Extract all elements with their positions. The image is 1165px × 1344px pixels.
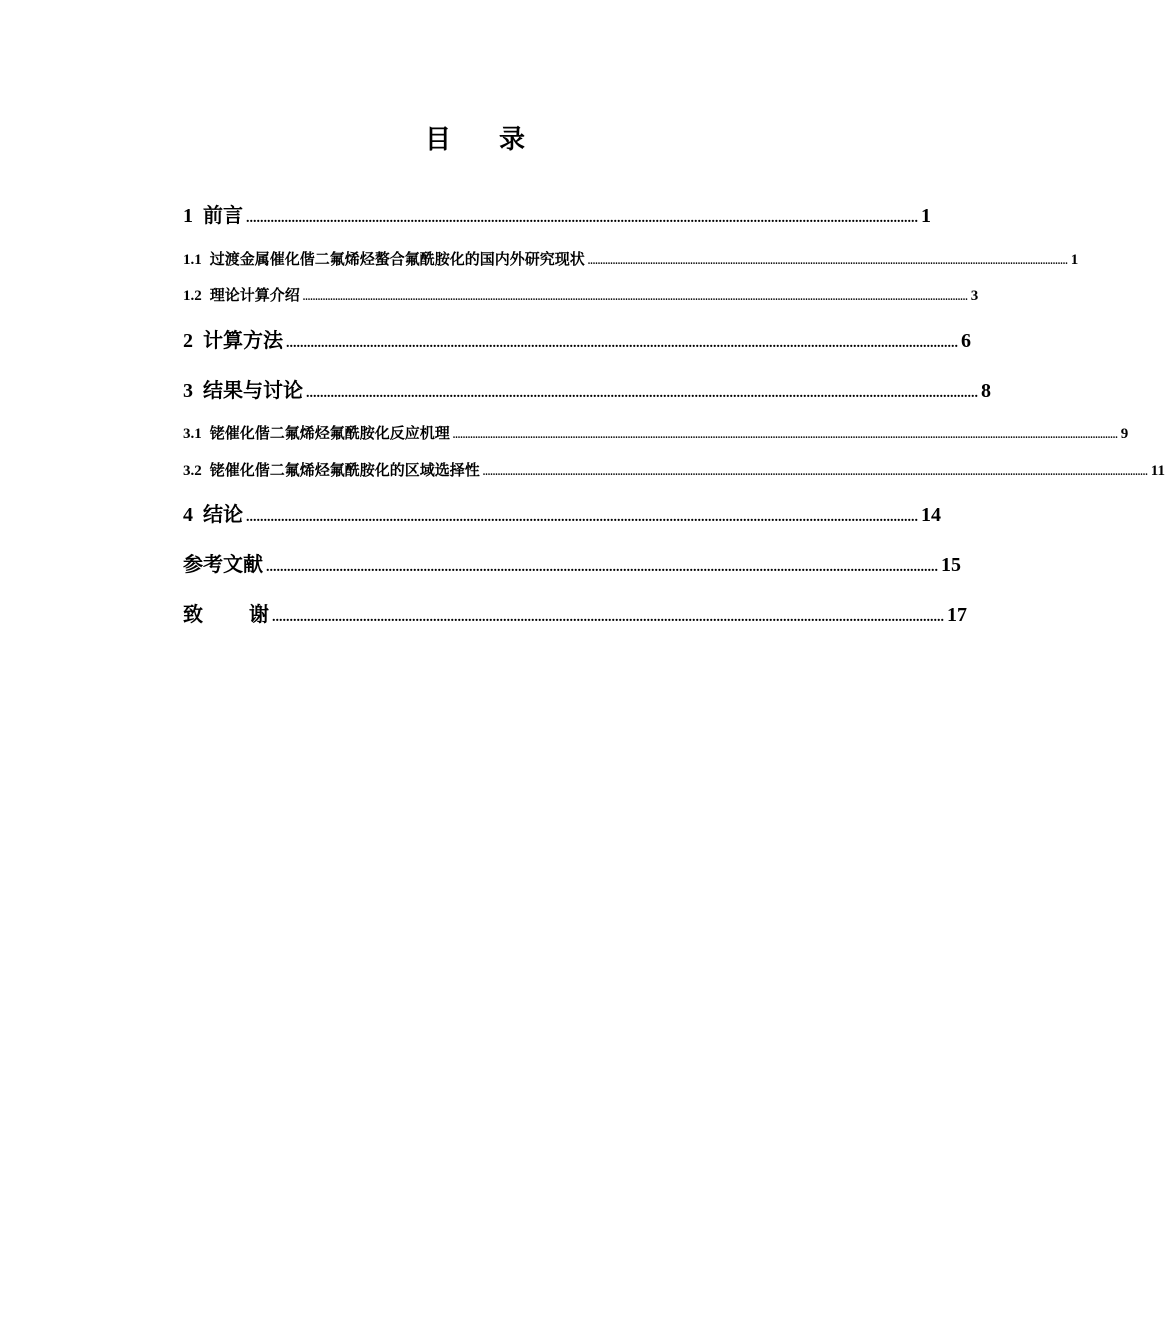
toc-entry-3-1[interactable] — [183, 422, 1129, 447]
toc-entry-1-1[interactable] — [183, 248, 1079, 273]
toc-entry-page: 8 — [981, 380, 991, 402]
toc-entry-label: 铑催化偕二氟烯烃氟酰胺化反应机理 — [209, 424, 450, 442]
toc-entry-number: 3 — [183, 380, 193, 402]
toc-entry-number: 3.1 — [183, 426, 202, 442]
toc-entry-number: 4 — [183, 504, 193, 526]
toc-leader-dots: ................................................................................................................................................................................................ — [286, 336, 958, 351]
toc-leader-dots: .......................................................................................................................................................................................................................................................................... — [452, 430, 1118, 441]
toc-entry-label: 前言 — [203, 203, 243, 227]
toc-leader-dots: .......................................................................................................................................................................................................................................................................... — [482, 467, 1148, 478]
toc-entry-page: 14 — [921, 504, 941, 526]
toc-entry-page: 9 — [1120, 426, 1129, 442]
toc-entry-number: 1 — [183, 205, 193, 227]
toc-entry-number: 1.1 — [183, 252, 202, 268]
toc-entry-label: 结论 — [203, 502, 243, 526]
toc-entry-page: 1 — [1070, 252, 1079, 268]
toc-title — [0, 122, 950, 158]
toc-leader-dots: ................................................................................................................................................................................................ — [246, 510, 918, 525]
toc-entry-label-right: 谢 — [249, 602, 269, 626]
toc-entry-1-2[interactable] — [183, 284, 979, 309]
toc-entry-label: 结果与讨论 — [203, 378, 303, 402]
toc-leader-dots: .......................................................................................................................................................................................................................................................................... — [302, 292, 968, 303]
toc-entry-references[interactable] — [183, 550, 961, 582]
toc-leader-dots: ................................................................................................................................................................................................ — [246, 211, 918, 226]
toc-leader-dots: ................................................................................................................................................................................................ — [306, 386, 978, 401]
toc-leader-dots: ................................................................................................................................................................................................ — [272, 610, 944, 625]
toc-entry-label-left: 致 — [183, 602, 203, 626]
toc-entry-number: 3.2 — [183, 463, 202, 479]
toc-title-left: 目 — [424, 125, 451, 155]
toc-entry-label — [183, 600, 269, 628]
toc-entry-page: 1 — [921, 205, 931, 227]
toc-entry-page: 6 — [961, 330, 971, 352]
toc-entry-acknowledgements[interactable] — [183, 600, 967, 632]
toc-entry-page: 3 — [970, 288, 979, 304]
toc-entry-3[interactable] — [183, 376, 991, 408]
toc-entry-page: 15 — [941, 554, 961, 576]
toc-entry-label: 参考文献 — [183, 552, 263, 576]
toc-entry-label: 过渡金属催化偕二氟烯烃螯合氟酰胺化的国内外研究现状 — [209, 250, 585, 268]
toc-entry-label: 理论计算介绍 — [209, 286, 300, 304]
toc-entry-number: 1.2 — [183, 288, 202, 304]
toc-title-right: 录 — [499, 125, 526, 155]
toc-entry-2[interactable] — [183, 326, 971, 358]
toc-entry-page: 11 — [1150, 463, 1165, 479]
toc-entry-3-2[interactable] — [183, 459, 1165, 484]
toc-entry-label: 计算方法 — [203, 328, 283, 352]
toc-entry-1[interactable] — [183, 201, 931, 233]
toc-entry-label: 铑催化偕二氟烯烃氟酰胺化的区域选择性 — [209, 461, 480, 479]
toc-entry-page: 17 — [947, 604, 967, 626]
toc-entry-number: 2 — [183, 330, 193, 352]
toc-entry-4[interactable] — [183, 500, 941, 532]
toc-leader-dots: ................................................................................................................................................................................................ — [587, 256, 1068, 267]
toc-leader-dots: ................................................................................................................................................................................................ — [266, 560, 938, 575]
